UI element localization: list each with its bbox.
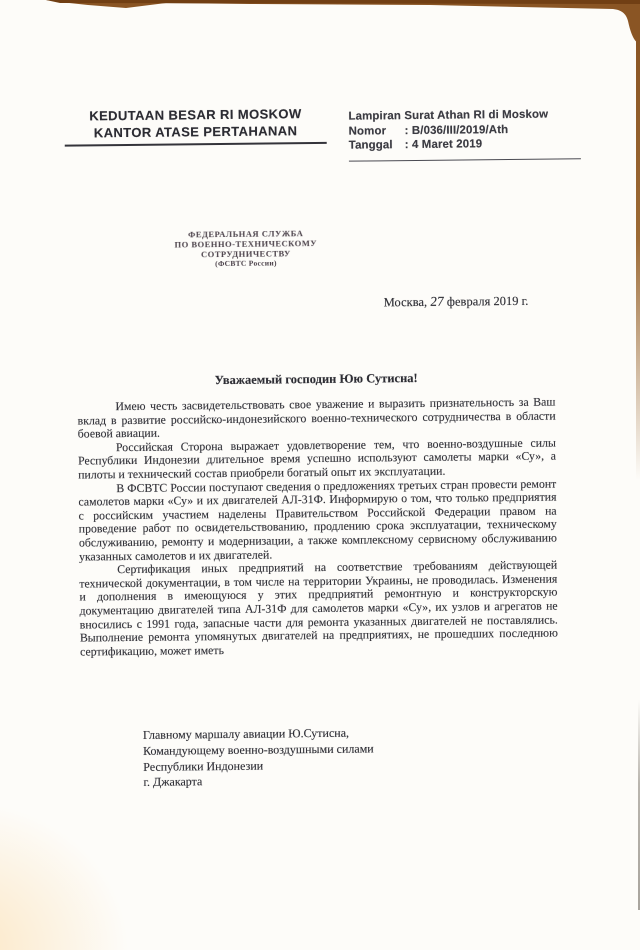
annotation-tanggal-label: Tanggal xyxy=(348,139,393,152)
body-paragraph-4: Сертификация иных предприятий на соответствие требованиям действующей технической документации, в том числе на территории Украины, не проводилась. Изменения и дополнения в имеющуюся у этих предприятий ремонтную и конструкторскую документацию двигателей типа АЛ-31Ф для самолетов марки «Су», их узлов и агрегатов не вносились с 1991 года, запасные части для ремонта указанных двигателей не поставлялись. Выполнение ремонта упомянутых двигателей на предприятиях, не прошедших последнюю сертификацию, может иметь xyxy=(79,557,558,659)
dateline-city: Москва, xyxy=(383,294,428,310)
annotation-block xyxy=(348,107,589,162)
letter-body xyxy=(77,396,558,659)
dateline-day-handwritten: 27 xyxy=(429,293,445,309)
body-paragraph-1: Имею честь засвидетельствовать свое уважение и выразить признательность за Ваш вклад в развитие российско-индонезийского военно-технического сотрудничества в области боевой авиации. xyxy=(77,394,556,441)
letterhead-org-line2: KANTOR ATASE PERTAHANAN xyxy=(93,122,298,140)
body-paragraph-2: Российская Сторона выражает удовлетворение тем, что военно-воздушные силы Республики Индонезии длительное время успешно используют самолеты марки «Су», а пилоты и технический состав приобрели богатый опыт их эксплуатации. xyxy=(77,435,557,482)
letterhead-left xyxy=(56,106,334,147)
annotation-nomor-value: : B/036/III/2019/Ath xyxy=(404,123,509,137)
annotation-tanggal-value: : 4 Maret 2019 xyxy=(404,138,483,152)
dateline xyxy=(328,293,528,311)
agency-stamp-line4: (ФСВТС России) xyxy=(215,258,277,269)
letterhead-org-line1: KEDUTAAN BESAR RI MOSKOW xyxy=(89,106,302,124)
body-paragraph-3: В ФСВТС России поступают сведения о предложениях третьих стран провести ремонт самолетов марки «Су» и их двигателей АЛ-31Ф. Информирую о том, что только предприятия с российским участием наделены Правительством Российской Федерации правом на проведение работ по освидетельствованию, продлению срока эксплуатации, техническому обслуживанию, ремонту и модернизации, а также комплексному сервисному обслуживанию указанных самолетов и их двигателей. xyxy=(78,476,557,564)
agency-stamp-line2: ПО ВОЕННО-ТЕХНИЧЕСКОМУ xyxy=(174,238,318,250)
salutation: Уважаемый господин Юю Сутисна! xyxy=(214,370,418,388)
annotation-underline xyxy=(349,158,581,162)
agency-stamp xyxy=(148,228,344,270)
addressee-line-4: г. Джакарта xyxy=(143,774,203,790)
dateline-rest: февраля 2019 г. xyxy=(446,293,529,309)
letterhead-underline xyxy=(65,142,327,147)
annotation-tanggal-row xyxy=(349,136,589,153)
addressee-line-2: Командующему военно-воздушными силами xyxy=(143,741,374,758)
addressee-block xyxy=(143,725,464,792)
agency-stamp-line1: ФЕДЕРАЛЬНАЯ СЛУЖБА xyxy=(188,228,304,240)
addressee-line-1: Главному маршалу авиации Ю.Сутисна, xyxy=(142,725,350,742)
annotation-nomor-label: Nomor xyxy=(348,124,387,138)
agency-stamp-line3: СОТРУДНИЧЕСТВУ xyxy=(200,248,291,260)
annotation-title: Lampiran Surat Athan RI di Moskow xyxy=(348,108,549,123)
addressee-line-3: Республики Индонезии xyxy=(143,758,264,774)
